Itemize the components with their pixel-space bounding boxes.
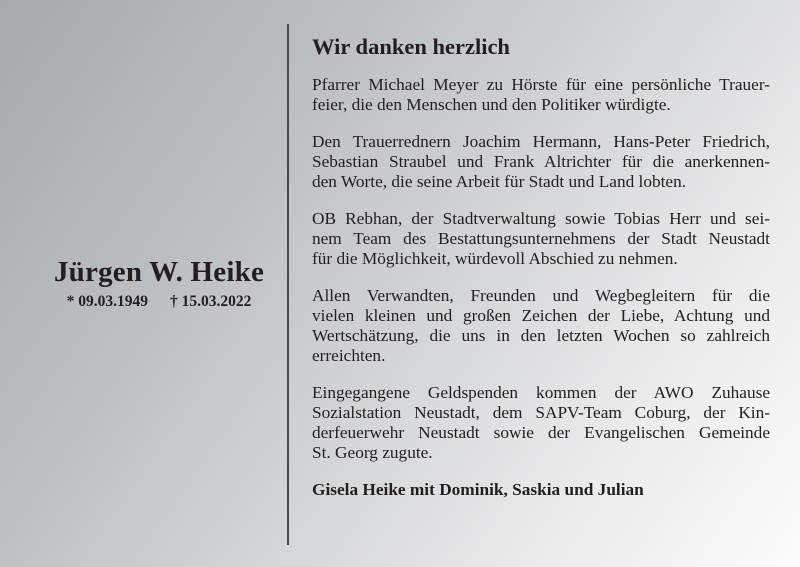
life-dates <box>0 293 318 311</box>
thanks-heading: Wir danken herzlich <box>312 34 510 59</box>
thanks-panel <box>312 33 770 500</box>
death-date: † 15.03.2022 <box>170 293 252 310</box>
thanks-paragraph <box>312 132 770 192</box>
paragraph-line: Allen Verwandten, Freunden und Wegbegleitern für die <box>312 286 770 305</box>
paragraph-line: feier, die den Menschen und den Politiker würdigte. <box>312 95 671 114</box>
paragraph-line: Sozialstation Neustadt, dem SAPV-Team Coburg, der Kin- <box>312 403 770 422</box>
signature: Gisela Heike mit Dominik, Saskia und Julian <box>312 480 644 499</box>
thanks-paragraph <box>312 209 770 269</box>
paragraph-line: derfeuerwehr Neustadt sowie der Evangelischen Gemeinde <box>312 423 770 442</box>
paragraph-line: Wertschätzung, die uns in den letzten Wochen so zahlreich <box>312 326 770 345</box>
thanks-paragraph <box>312 383 770 463</box>
paragraph-line: St. Georg zugute. <box>312 443 433 462</box>
paragraph-line: erreichten. <box>312 346 386 365</box>
paragraph-line: Pfarrer Michael Meyer zu Hörste für eine persönliche Trauer- <box>312 75 770 94</box>
birth-date: * 09.03.1949 <box>66 293 148 310</box>
paragraph-line: Sebastian Straubel und Frank Altrichter für die anerkennen- <box>312 152 770 171</box>
paragraph-line: den Worte, die seine Arbeit für Stadt und Land lobten. <box>312 172 687 191</box>
paragraph-line: OB Rebhan, der Stadtverwaltung sowie Tobias Herr und sei- <box>312 209 770 228</box>
thanks-paragraph <box>312 286 770 366</box>
paragraph-line: für die Möglichkeit, würdevoll Abschied zu nehmen. <box>312 249 678 268</box>
paragraph-line: Den Trauerrednern Joachim Hermann, Hans-Peter Friedrich, <box>312 132 770 151</box>
paragraph-line: vielen kleinen und großen Zeichen der Liebe, Achtung und <box>312 306 770 325</box>
paragraph-line: Eingegangene Geldspenden kommen der AWO Zuhause <box>312 383 770 402</box>
thanks-paragraph <box>312 75 770 115</box>
paragraph-line: nem Team des Bestattungsunternehmens der Stadt Neustadt <box>312 229 770 248</box>
vertical-divider <box>287 24 289 545</box>
deceased-name: Jürgen W. Heike <box>53 256 265 288</box>
deceased-panel <box>0 0 288 567</box>
